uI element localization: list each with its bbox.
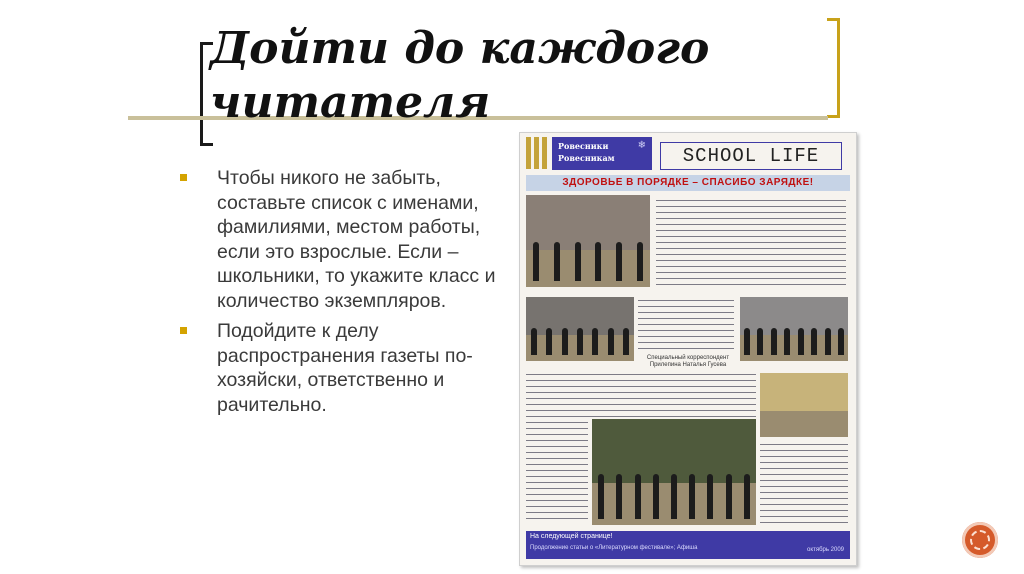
newspaper-photo-class — [740, 297, 848, 361]
bullet-square-icon — [180, 327, 187, 334]
newspaper-text-column — [638, 297, 734, 353]
newspaper-footer-subtitle: Продолжение статьи о «Литературном фестивале»; Афиша — [530, 545, 698, 551]
newspaper-text-column — [760, 441, 848, 527]
newspaper-photo-diplomas — [760, 373, 848, 437]
newspaper-caption: Специальный корреспондент Прилепина Наталья Гусева — [646, 355, 730, 368]
bullet-text-1: Чтобы никого не забыть, составьте список с именами, фамилиями, местом работы, если это взрослые. Если – школьники, то укажите класс и количество экземпляров. — [217, 167, 496, 312]
newspaper-logo-text: Ровесники Ровесникам — [558, 141, 615, 163]
newspaper-text-column — [526, 371, 756, 417]
newspaper-bars-decoration — [526, 137, 548, 169]
newspaper-masthead: SCHOOL LIFE — [660, 142, 842, 170]
newspaper-photo-gym — [526, 195, 650, 287]
nav-circle-icon — [970, 530, 990, 550]
snowflake-icon: ❄ — [637, 140, 646, 151]
slide-nav-button[interactable] — [962, 522, 998, 558]
newspaper-photo-group — [592, 419, 756, 525]
slide-title — [210, 22, 810, 130]
bullet-square-icon — [180, 174, 187, 181]
bullet-list — [180, 166, 500, 423]
bullet-text-2: Подойдите к делу распространения газеты по-хозяйски, ответственно и рачительно. — [217, 320, 473, 416]
bullet-item-2 — [180, 319, 500, 417]
newspaper-photo-exercise — [526, 297, 634, 361]
newspaper-logo — [552, 137, 652, 170]
newspaper-footer-title: На следующей странице! — [530, 533, 613, 540]
title-line-1: Дойти до каждого — [210, 23, 710, 74]
bullet-item-1 — [180, 166, 500, 313]
newspaper-text-column — [656, 197, 846, 289]
newspaper-footer-date: октябрь 2009 — [807, 547, 844, 553]
newspaper-headline: ЗДОРОВЬЕ В ПОРЯДКЕ – СПАСИБО ЗАРЯДКЕ! — [526, 175, 850, 191]
newspaper-image — [519, 132, 857, 566]
title-line-2: читателя — [210, 77, 491, 128]
newspaper-text-column — [526, 419, 588, 519]
newspaper-footer — [526, 531, 850, 559]
title-right-bracket — [827, 18, 840, 118]
